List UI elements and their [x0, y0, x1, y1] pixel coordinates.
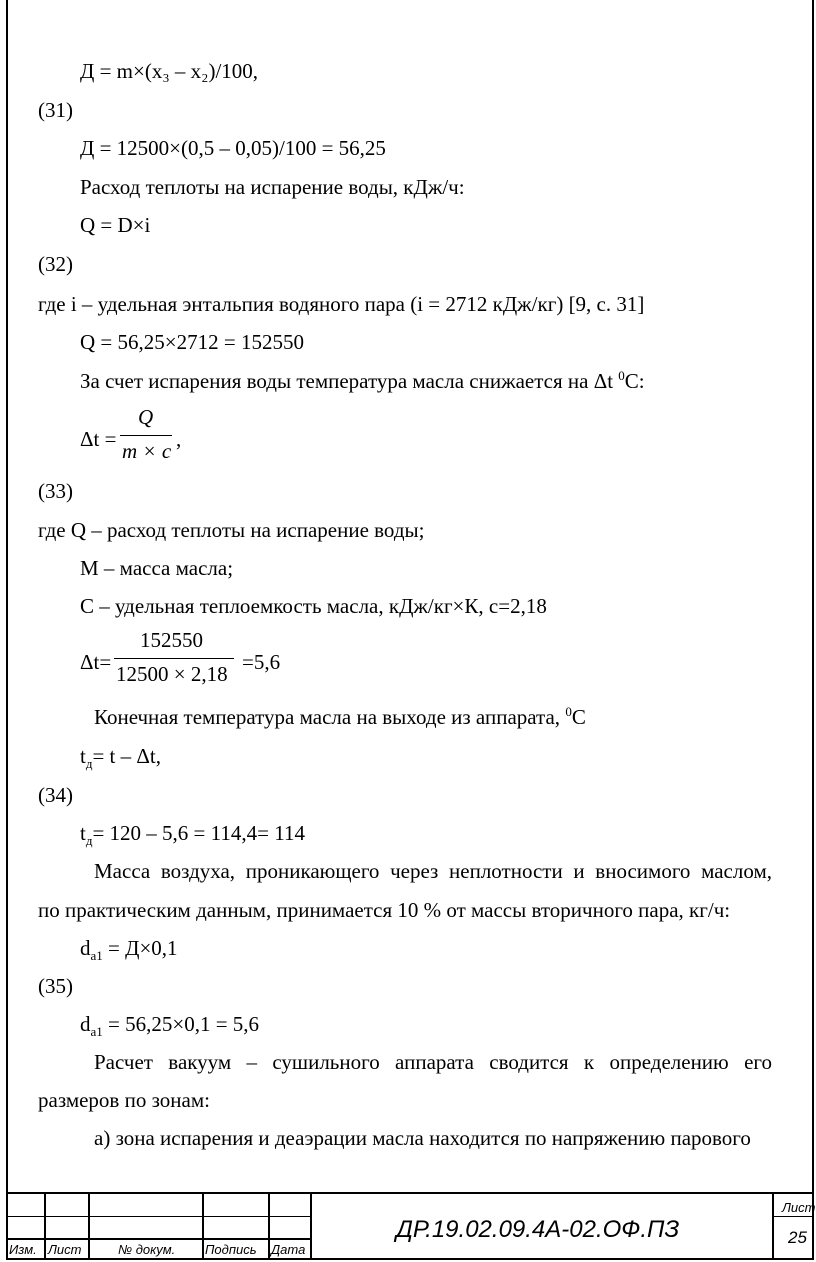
- stamp-divider: [202, 1194, 204, 1260]
- formula-line: Q = D×i: [80, 213, 151, 237]
- stamp-divider: [88, 1194, 90, 1260]
- calc-line: [80, 1011, 260, 1040]
- fraction-denominator: m × c: [122, 439, 172, 463]
- text-part: t: [80, 821, 86, 845]
- text-part: С:: [624, 369, 645, 393]
- text-part: = Д×0,1: [102, 936, 178, 960]
- text-part: d: [80, 1012, 91, 1036]
- text-part: = t – Δt,: [92, 744, 161, 768]
- stamp-label-data: Дата: [271, 1242, 306, 1257]
- stamp-row-line: [772, 1216, 814, 1217]
- fraction-numerator: Q: [138, 405, 154, 429]
- text-part: = 120 – 5,6 = 114,4= 114: [92, 821, 305, 845]
- text-line: а) зона испарения и деаэрации масла находится по напряжению парового: [94, 1126, 751, 1150]
- text-line: М – масса масла;: [80, 556, 234, 580]
- text-part: С: [571, 705, 586, 729]
- text-line: размеров по зонам:: [38, 1088, 210, 1112]
- formula-30: Д = m×(x₃ – x₂)/100,: [80, 59, 259, 83]
- sheet-label: Лист: [782, 1200, 816, 1215]
- fraction-result: =5,6: [242, 650, 281, 674]
- fraction-calc: [80, 628, 300, 690]
- superscript: 0: [565, 704, 572, 719]
- text-part: t: [80, 744, 86, 768]
- stamp-divider: [310, 1194, 312, 1260]
- text-line: [94, 704, 586, 730]
- fraction-comma: ,: [176, 427, 182, 451]
- equation-number-33: (33): [38, 479, 73, 503]
- text-line: где Q – расход теплоты на испарение воды;: [38, 518, 425, 542]
- fraction-numerator: 152550: [140, 628, 203, 652]
- fraction-denominator: 12500 × 2,18: [116, 662, 228, 686]
- formula-line: [80, 935, 178, 964]
- text-line: Расход теплоты на испарение воды, кДж/ч:: [80, 175, 465, 199]
- text-part: За счет испарения воды температура масла снижается на Δt: [80, 369, 619, 393]
- title-block-stamp: [6, 1192, 814, 1260]
- stamp-row-line: [6, 1216, 310, 1217]
- text-part: d: [80, 936, 91, 960]
- text-line: где i – удельная энтальпия водяного пара (i = 2712 кДж/кг) [9, с. 31]: [38, 292, 645, 316]
- calc-line: [80, 820, 305, 849]
- stamp-label-dokum: № докум.: [118, 1242, 176, 1257]
- fraction-lhs: Δt=: [80, 650, 112, 674]
- sheet-number: 25: [788, 1228, 807, 1247]
- stamp-divider: [772, 1194, 774, 1260]
- subscript: a1: [90, 1024, 103, 1040]
- formula-line: [80, 743, 161, 772]
- document-code: ДР.19.02.09.4А-02.ОФ.ПЗ: [396, 1216, 680, 1243]
- calc-line: Q = 56,25×2712 = 152550: [80, 330, 304, 354]
- stamp-label-list: Лист: [48, 1242, 82, 1257]
- subscript: д: [85, 756, 93, 772]
- stamp-divider: [44, 1194, 46, 1260]
- text-line: Расчет вакуум – сушильного аппарата сводится к определению его: [94, 1050, 772, 1074]
- text-line: С – удельная теплоемкость масла, кДж/кг×К, с=2,18: [80, 594, 547, 618]
- stamp-label-podpis: Подпись: [205, 1242, 257, 1257]
- fraction-bar: [114, 658, 234, 659]
- subscript: a1: [90, 948, 103, 964]
- stamp-label-izm: Изм.: [9, 1242, 37, 1257]
- equation-number-32: (32): [38, 252, 73, 276]
- superscript: 0: [618, 368, 625, 383]
- text-line: по практическим данным, принимается 10 % от массы вторичного пара, кг/ч:: [38, 898, 731, 922]
- fraction-formula-33: [80, 405, 220, 465]
- equation-number-34: (34): [38, 783, 73, 807]
- calc-line: Д = 12500×(0,5 – 0,05)/100 = 56,25: [80, 136, 386, 160]
- text-part: Конечная температура масла на выходе из аппарата,: [94, 705, 566, 729]
- stamp-divider: [268, 1194, 270, 1260]
- text-part: = 56,25×0,1 = 5,6: [102, 1012, 260, 1036]
- fraction-lhs: Δt =: [80, 427, 117, 451]
- fraction-bar: [120, 435, 172, 436]
- subscript: д: [85, 833, 93, 849]
- equation-number-35: (35): [38, 974, 73, 998]
- text-line: Масса воздуха, проникающего через неплотности и вносимого маслом,: [94, 859, 772, 883]
- equation-number-31: (31): [38, 98, 73, 122]
- stamp-row-line: [6, 1238, 310, 1240]
- text-line: [80, 368, 645, 394]
